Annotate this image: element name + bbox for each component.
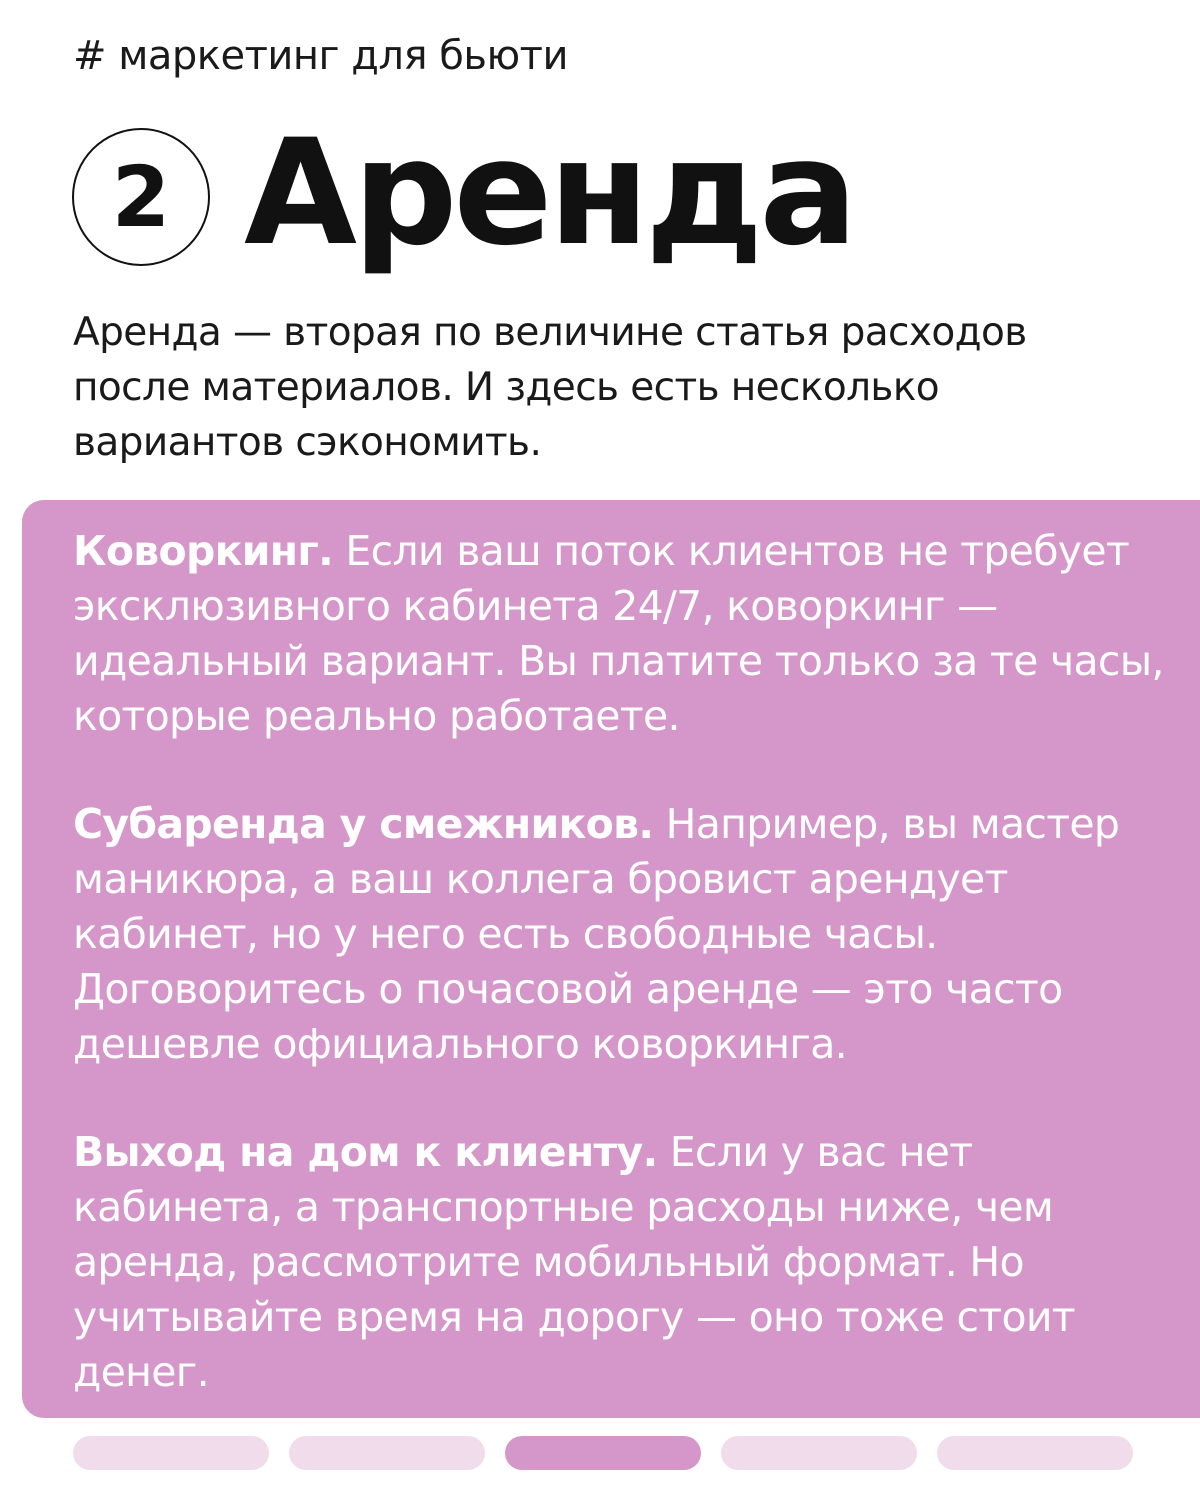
intro-paragraph: Аренда — вторая по величине статья расходов после материалов. И здесь есть несколько вариантов сэкономить.	[73, 310, 1027, 465]
section-heading	[72, 108, 854, 282]
hashtag-label: # маркетинг для бьюти	[73, 33, 568, 79]
tip-coworking-text: Если ваш поток клиентов не требует эксклюзивного кабинета 24/7, коворкинг — идеальный вариант. Вы платите только за те часы, которые реально работаете.	[73, 527, 1164, 740]
section-number-badge: 2	[72, 128, 210, 266]
pager-dot-1[interactable]	[73, 1436, 269, 1470]
tip-coworking	[73, 524, 1183, 744]
tip-coworking-lead: Коворкинг.	[73, 527, 334, 575]
tip-sublease-text: Например, вы мастер маникюра, а ваш коллега бровист арендует кабинет, но у него есть свободные часы. Договоритесь о почасовой аренде — это часто дешевле официального коворкинга.	[73, 800, 1120, 1068]
tips-card	[22, 500, 1200, 1418]
tip-home-visit-text: Если у вас нет кабинета, а транспортные расходы ниже, чем аренда, рассмотрите мобильный формат. Но учитывайте время на дорогу — оно тоже стоит денег.	[73, 1128, 1075, 1396]
carousel-pager	[73, 1436, 1133, 1470]
pager-dot-3[interactable]	[505, 1436, 701, 1470]
tip-sublease-lead: Субаренда у смежников.	[73, 800, 654, 848]
tip-home-visit-lead: Выход на дом к клиенту.	[73, 1128, 658, 1176]
tip-home-visit	[73, 1125, 1183, 1400]
pager-dot-4[interactable]	[721, 1436, 917, 1470]
tip-sublease	[73, 797, 1183, 1072]
pager-dot-2[interactable]	[289, 1436, 485, 1470]
pager-dot-5[interactable]	[937, 1436, 1133, 1470]
page-title: Аренда	[244, 108, 854, 278]
